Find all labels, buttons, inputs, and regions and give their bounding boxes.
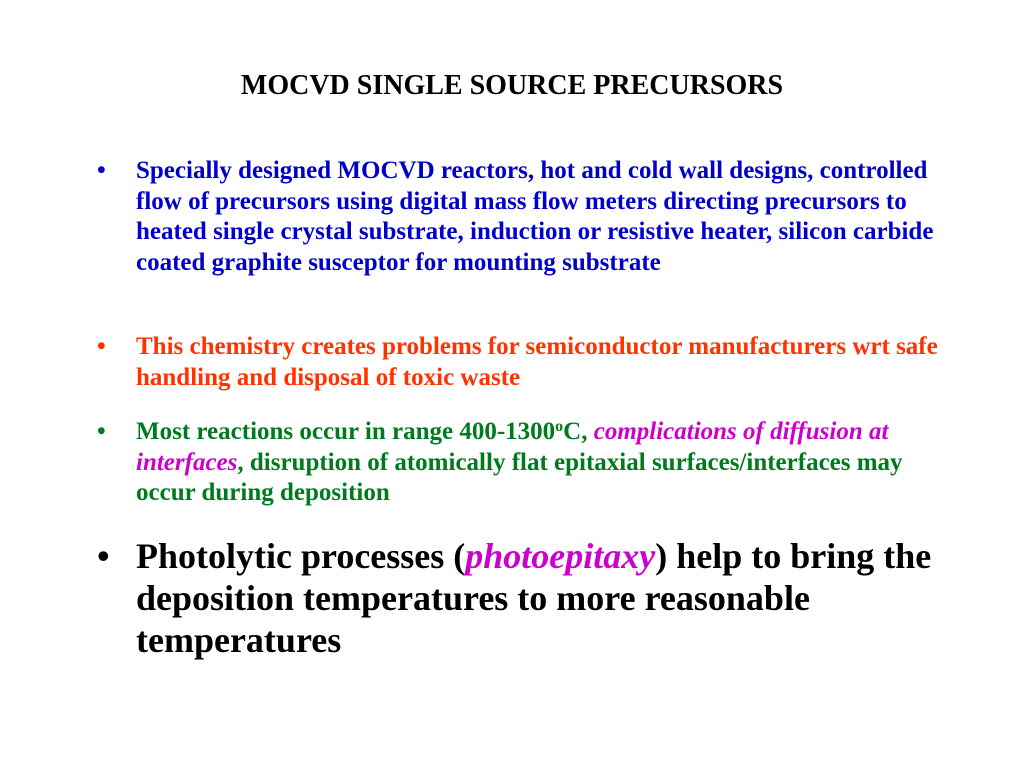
bullet-text: Specially designed MOCVD reactors, hot and cold wall designs, controlled flow of precursors using digital mass flow meters directing precursors to heated single crystal substrate, induction or resistive heater, silicon carbide coated graphite susceptor for mounting substrate <box>136 157 934 276</box>
degree-superscript: o <box>555 418 564 435</box>
temperature-unit: C, <box>563 418 594 445</box>
slide-title: MOCVD SINGLE SOURCE PRECURSORS <box>240 70 784 101</box>
bullet-text-start: Most reactions occur in range 400-1300 <box>136 418 556 445</box>
bullet-dot-icon: • <box>97 157 106 184</box>
bullet-text-end: , disruption of atomically flat epitaxial surfaces/interfaces may occur during deposition <box>136 448 903 506</box>
emphasis-complications: complications of diffusion at interfaces <box>136 418 889 476</box>
bullet-dot-icon: • <box>97 333 106 360</box>
bullet-dot-icon: • <box>97 536 110 576</box>
emphasis-photoepitaxy: photoepitaxy <box>465 536 656 576</box>
bullet-text <box>136 535 956 661</box>
bullet-text <box>136 417 956 509</box>
bullet-dot-icon: • <box>97 418 106 445</box>
bullet-text-end: ) help to bring the deposition temperatures to more reasonable temperatures <box>136 536 932 660</box>
bullet-text-start: Photolytic processes ( <box>136 536 466 576</box>
bullet-text: This chemistry creates problems for semiconductor manufacturers wrt safe handling and disposal of toxic waste <box>136 333 938 391</box>
